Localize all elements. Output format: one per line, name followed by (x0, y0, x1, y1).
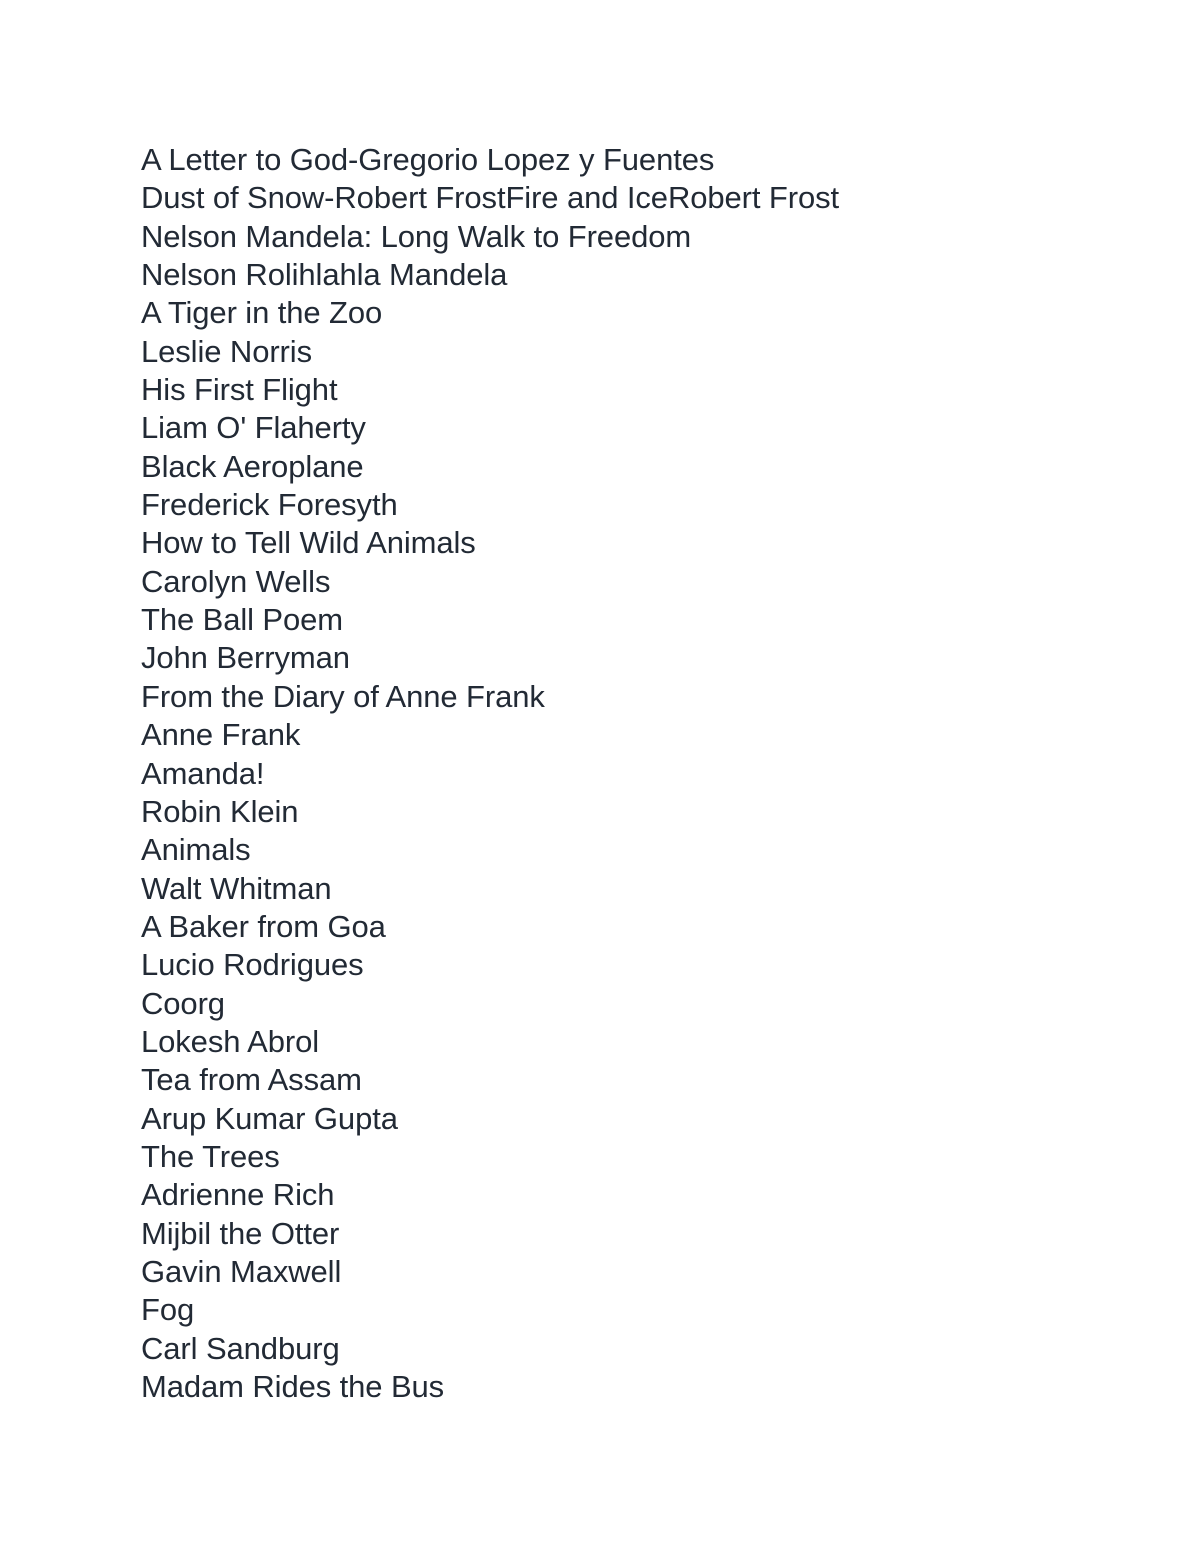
text-line: Animals (141, 832, 251, 868)
text-line: Tea from Assam (141, 1062, 362, 1098)
text-line: From the Diary of Anne Frank (141, 678, 545, 714)
text-line: John Berryman (141, 640, 350, 676)
text-line: A Letter to God-Gregorio Lopez y Fuentes (141, 142, 715, 177)
text-line: The Trees (141, 1138, 280, 1174)
text-line: Adrienne Rich (141, 1177, 335, 1213)
text-line: Frederick Foresyth (141, 487, 398, 523)
text-line: Robin Klein (141, 793, 299, 829)
text-line: Dust of Snow-Robert FrostFire and IceRobert Frost (141, 180, 840, 216)
text-line: Amanda! (141, 755, 265, 791)
text-line: Liam O' Flaherty (141, 410, 366, 446)
text-line: Arup Kumar Gupta (141, 1100, 398, 1136)
text-line: Gavin Maxwell (141, 1253, 342, 1289)
text-line: Carl Sandburg (141, 1330, 340, 1366)
text-line: The Ball Poem (141, 602, 344, 638)
text-line: Lucio Rodrigues (141, 947, 364, 983)
text-line: Anne Frank (141, 717, 301, 753)
text-line: Lokesh Abrol (141, 1023, 320, 1059)
text-line: A Tiger in the Zoo (141, 295, 383, 331)
text-line: Mijbil the Otter (141, 1215, 340, 1251)
text-line: Coorg (141, 985, 225, 1021)
text-line: A Baker from Goa (141, 908, 386, 944)
text-line: Leslie Norris (141, 333, 312, 369)
text-line: How to Tell Wild Animals (141, 525, 476, 561)
text-line: Nelson Mandela: Long Walk to Freedom (141, 218, 692, 254)
text-line: Black Aeroplane (141, 448, 364, 484)
text-line: Madam Rides the Bus (141, 1369, 445, 1404)
text-line: His First Flight (141, 372, 338, 408)
text-line: Walt Whitman (141, 870, 332, 906)
text-list (141, 141, 1041, 1406)
text-line: Nelson Rolihlahla Mandela (141, 257, 508, 293)
text-line: Fog (141, 1292, 195, 1328)
text-line: Carolyn Wells (141, 563, 331, 599)
